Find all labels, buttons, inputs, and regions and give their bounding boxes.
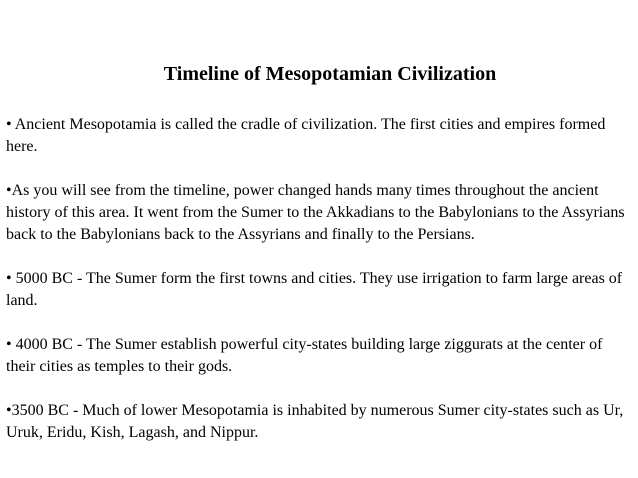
bullet-paragraph-5000bc: • 5000 BC - The Sumer form the first towns and cities. They use irrigation to farm large areas of land. bbox=[6, 270, 623, 309]
bullet-paragraph-power-changes: •As you will see from the timeline, power changed hands many times throughout the ancient history of this area. It went from the Sumer to the Akkadians to the Babylonians to the Assyrians back to the Babylonians back to the Assyrians and finally to the Persians. bbox=[6, 182, 625, 243]
bullet-paragraph-4000bc: • 4000 BC - The Sumer establish powerful city-states building large ziggurats at the center of their cities as temples to their gods. bbox=[6, 336, 603, 375]
slide-body bbox=[6, 114, 634, 466]
bullet-paragraph-3500bc: •3500 BC - Much of lower Mesopotamia is inhabited by numerous Sumer city-states such as Ur, Uruk, Eridu, Kish, Lagash, and Nippur. bbox=[6, 402, 624, 441]
slide-title: Timeline of Mesopotamian Civilization bbox=[163, 63, 497, 85]
bullet-paragraph-intro: • Ancient Mesopotamia is called the cradle of civilization. The first cities and empires formed here. bbox=[6, 116, 606, 155]
